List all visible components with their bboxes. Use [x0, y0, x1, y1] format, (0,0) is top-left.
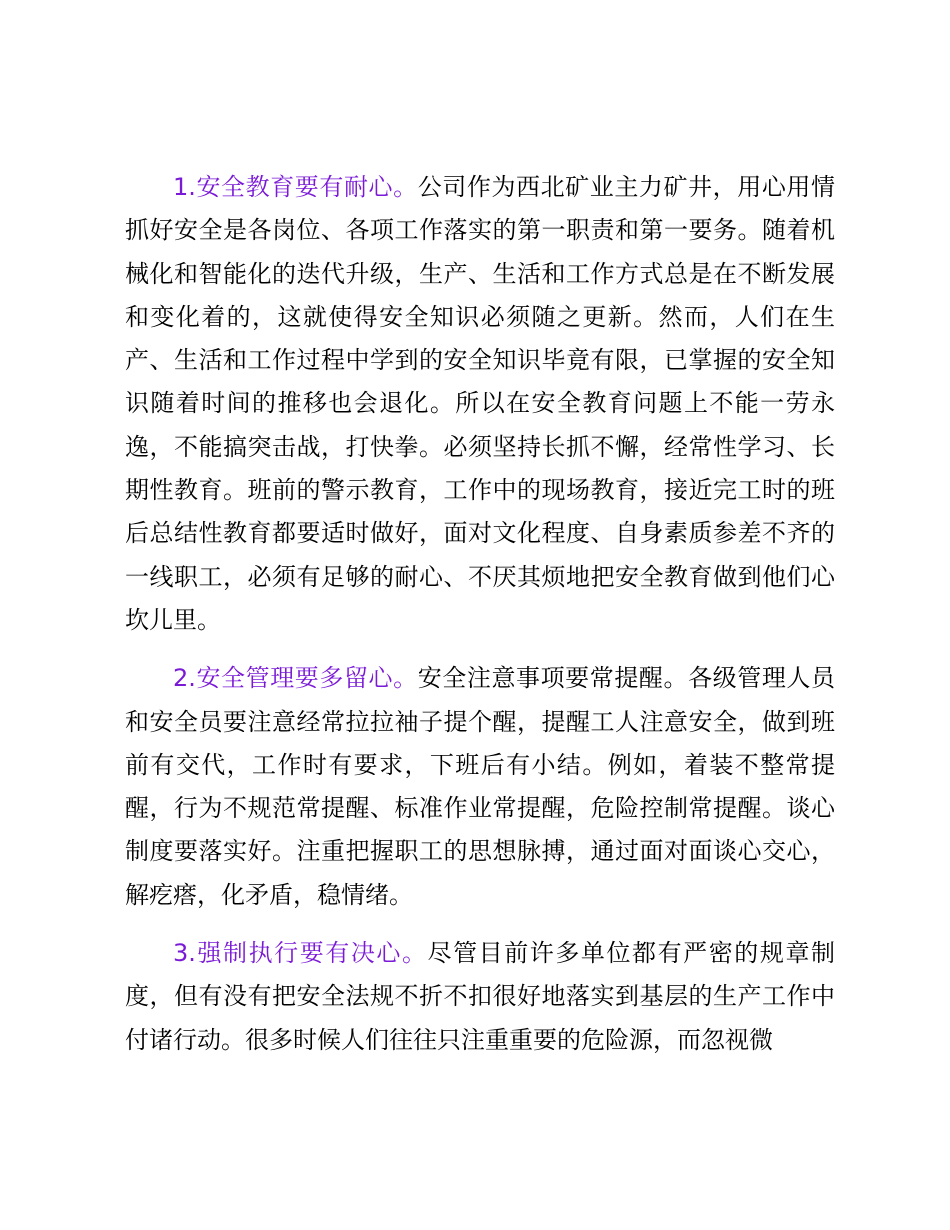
paragraph-1-heading: 1.安全教育要有耐心。: [173, 173, 418, 201]
paragraph-2-heading: 2.安全管理要多留心。: [173, 664, 418, 693]
paragraph-2: [125, 657, 835, 917]
document-page: [125, 166, 835, 1077]
paragraph-1-body: 公司作为西北矿业主力矿井，用心用情抓好安全是各岗位、各项工作落实的第一职责和第一要务。随着机械化和智能化的迭代升级，生产、生活和工作方式总是在不断发展和变化着的，这就使得安全知识必须随之更新。然而，人们在生产、生活和工作过程中学到的安全知识毕竟有限，已掌握的安全知识随着时间的推移也会退化。所以在安全教育问题上不能一劳永逸，不能搞突击战，打快拳。必须坚持长抓不懈，经常性学习、长期性教育。班前的警示教育，工作中的现场教育，接近完工时的班后总结性教育都要适时做好，面对文化程度、自身素质参差不齐的一线职工，必须有足够的耐心、不厌其烦地把安全教育做到他们心坎儿里。: [125, 173, 835, 634]
paragraph-3-heading: 3.强制执行要有决心。: [173, 939, 428, 968]
paragraph-3: [125, 932, 835, 1062]
paragraph-2-body: 安全注意事项要常提醒。各级管理人员和安全员要注意经常拉拉袖子提个醒，提醒工人注意安全，做到班前有交代，工作时有要求，下班后有小结。例如，着装不整常提醒，行为不规范常提醒、标准作业常提醒，危险控制常提醒。谈心制度要落实好。注重把握职工的思想脉搏，通过面对面谈心交心，解疙瘩，化矛盾，稳情绪。: [125, 664, 835, 909]
paragraph-1: [125, 166, 835, 642]
paragraph-3-body: 尽管目前许多单位都有严密的规章制度，但有没有把安全法规不折不扣很好地落实到基层的生产工作中付诸行动。很多时候人们往往只注重重要的危险源，而忽视微: [125, 939, 836, 1054]
